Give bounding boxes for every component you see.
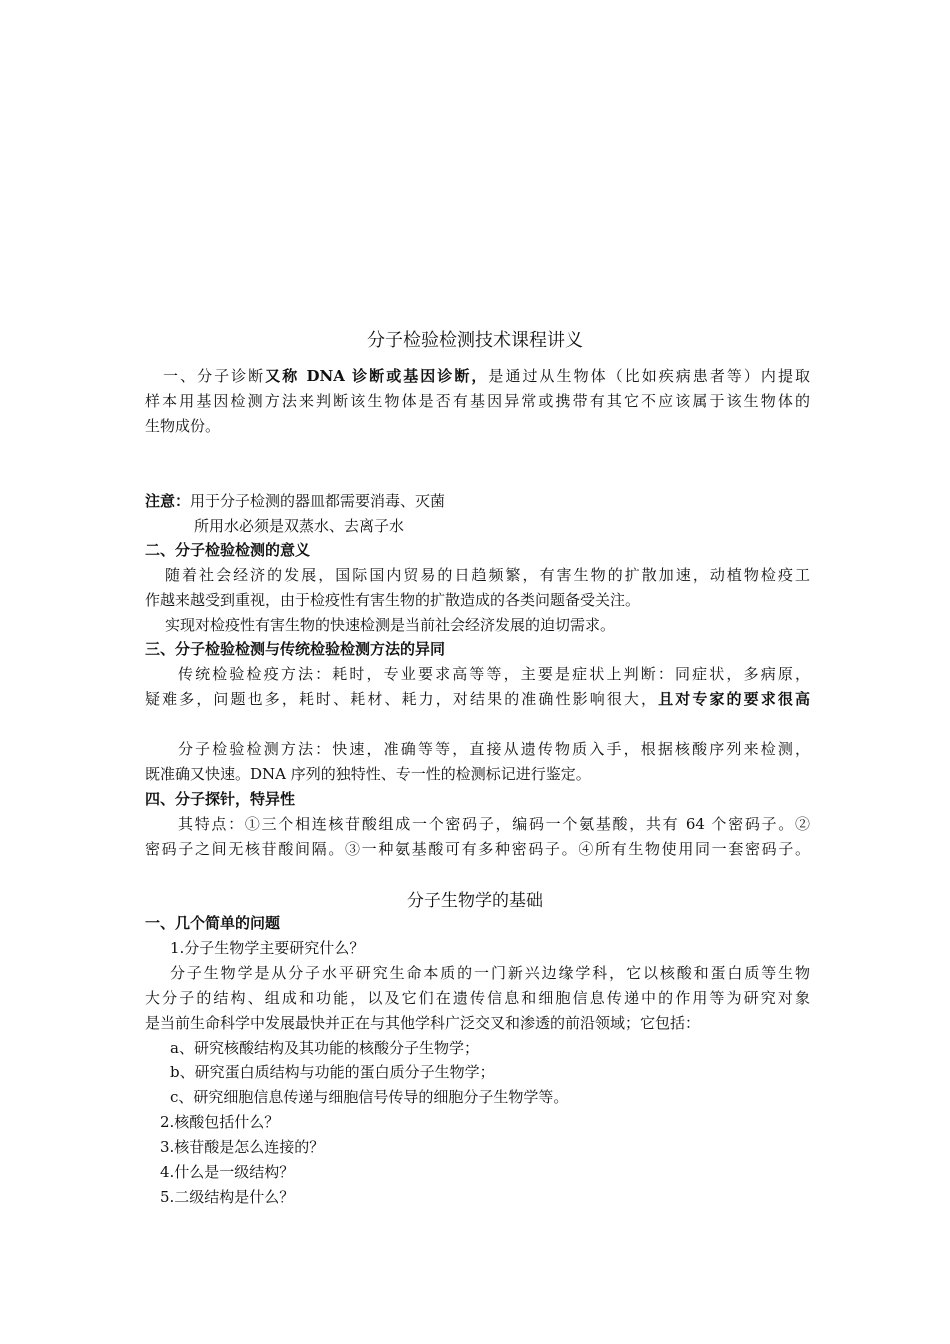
list-item: b、研究蛋白质结构与功能的蛋白质分子生物学；: [170, 1063, 495, 1081]
note-label: 注意：: [145, 492, 191, 510]
list-item: c、研究细胞信息传递与细胞信号传导的细胞分子生物学等。: [170, 1088, 569, 1106]
answer-1-line-1: 分子生物学是从分子水平研究生命本质的一门新兴边缘学科，它以核酸和蛋白质等生物: [170, 964, 810, 982]
note-line-1: [145, 489, 810, 513]
question-2: 2.核酸包括什么？: [160, 1113, 280, 1131]
intro-line-3: 生物成份。: [145, 417, 221, 435]
section-2-heading: 二、分子检验检测的意义: [145, 541, 311, 559]
sec3-p1-line-1: 传统检验检疫方法：耗时，专业要求高等等，主要是症状上判断：同症状，多病原，: [178, 665, 810, 683]
note-line-2: 所用水必须是双蒸水、去离子水: [194, 517, 405, 535]
intro-line-1: [163, 364, 810, 388]
question-5: 5.二级结构是什么？: [160, 1188, 295, 1206]
answer-1-line-2: 大分子的结构、组成和功能，以及它们在遗传信息和细胞信息传递中的作用等为研究对象: [145, 989, 810, 1007]
question-1: 1.分子生物学主要研究什么？: [170, 939, 365, 957]
note-text: 用于分子检测的器皿都需要消毒、灭菌: [190, 492, 446, 510]
intro-line-2: 样本用基因检测方法来判断该生物体是否有基因异常或携带有其它不应该属于该生物体的: [145, 392, 810, 410]
intro-bold: 又称 DNA 诊断或基因诊断，: [265, 367, 489, 385]
part2-heading: 一、几个简单的问题: [145, 914, 281, 932]
sec3-p2-line-2: 既准确又快速。DNA 序列的独特性、专一性的检测标记进行鉴定。: [145, 765, 591, 783]
intro-lead: 一、分子诊断: [163, 367, 266, 385]
sec3-p1-line-2: [145, 687, 810, 711]
sec4-p1-line-1: 其特点：①三个相连核苷酸组成一个密码子，编码一个氨基酸，共有 64 个密码子。②: [178, 815, 810, 833]
answer-1-line-3: 是当前生命科学中发展最快并正在与其他学科广泛交叉和渗透的前沿领域；它包括：: [145, 1014, 701, 1032]
doc-title: 分子检验检测技术课程讲义: [367, 330, 583, 351]
sec2-p1-line-1: 随着社会经济的发展，国际国内贸易的日趋频繁，有害生物的扩散加速，动植物检疫工: [165, 566, 810, 584]
sec3-bold: 且对专家的要求很高: [658, 690, 810, 708]
sec2-p2: 实现对检疫性有害生物的快速检测是当前社会经济发展的迫切需求。: [165, 616, 616, 634]
section-3-heading: 三、分子检验检测与传统检验检测方法的异同: [145, 640, 446, 658]
sec3-p2-line-1: 分子检验检测方法：快速，准确等等，直接从遗传物质入手，根据核酸序列来检测，: [178, 740, 810, 758]
sec3-text: 疑难多，问题也多，耗时、耗材、耗力，对结果的准确性影响很大，: [145, 690, 659, 708]
sec2-p1-line-2: 作越来越受到重视，由于检疫性有害生物的扩散造成的各类问题备受关注。: [145, 591, 641, 609]
section-4-heading: 四、分子探针，特异性: [145, 790, 296, 808]
question-4: 4.什么是一级结构？: [160, 1163, 295, 1181]
question-3: 3.核苷酸是怎么连接的？: [160, 1138, 325, 1156]
sec4-p1-line-2: 密码子之间无核苷酸间隔。③一种氨基酸可有多种密码子。④所有生物使用同一套密码子。: [145, 840, 810, 858]
intro-rest: 是通过从生物体（比如疾病患者等）内提取: [488, 367, 810, 385]
list-item: a、研究核酸结构及其功能的核酸分子生物学；: [170, 1039, 479, 1057]
section-title-2: 分子生物学的基础: [407, 891, 543, 911]
